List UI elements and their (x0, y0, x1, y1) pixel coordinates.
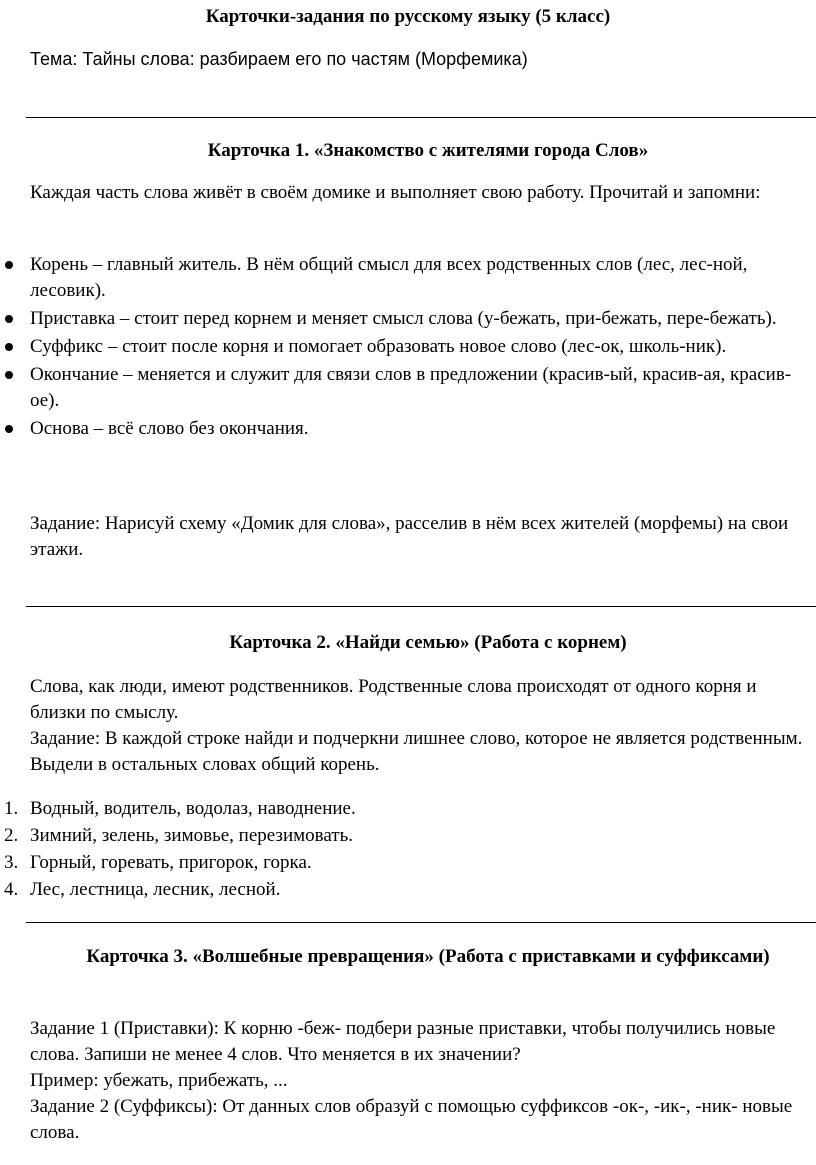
card3-title: Карточка 3. «Волшебные превращения» (Работа с приставками и суффиксами) (86, 946, 770, 967)
list-item: Приставка – стоит перед корнем и меняет смысл слова (у-бежать, при-бежать, пере-бежать). (0, 306, 816, 332)
list-item: 3. Горный, горевать, пригорок, горка. (4, 852, 312, 873)
list-item: 1. Водный, водитель, водолаз, наводнение. (4, 798, 356, 819)
card3-task1: Задание 1 (Приставки): К корню -беж- подбери разные приставки, чтобы получились новые слова. Запиши не менее 4 слов. Что меняется в их значении? (30, 1018, 776, 1065)
list-item: 4. Лес, лестница, лесник, лесной. (4, 879, 281, 900)
divider (26, 922, 816, 923)
bullet-icon (5, 315, 13, 323)
bullet-icon (5, 425, 13, 433)
word-rows-list (0, 796, 816, 904)
bullet-icon (5, 261, 13, 269)
bullet-icon (5, 343, 13, 351)
list-item: Суффикс – стоит после корня и помогает образовать новое слово (лес-ок, школь-ник). (0, 334, 816, 360)
card1-task: Задание: Нарисуй схему «Домик для слова», расселив в нём всех жителей (морфемы) на свои этажи. (30, 513, 789, 560)
card1-title: Карточка 1. «Знакомство с жителями города Слов» (207, 140, 649, 161)
list-item: Корень – главный житель. В нём общий смысл для всех родственных слов (лес, лес-ной, лесовик). (0, 252, 816, 304)
bullet-icon (5, 371, 13, 379)
list-item: Основа – всё слово без окончания. (0, 416, 816, 442)
list-item: Окончание – меняется и служит для связи слов в предложении (красив-ый, красив-ая, красив-ое). (0, 362, 816, 414)
document-title: Карточки-задания по русскому языку (5 класс) (205, 6, 611, 27)
card3-example: Пример: убежать, прибежать, ... (30, 1070, 288, 1091)
card2-intro: Слова, как люди, имеют родственников. Родственные слова происходят от одного корня и близки по смыслу. (30, 676, 757, 723)
topic-line: Тема: Тайны слова: разбираем его по частям (Морфемика) (30, 49, 528, 69)
card2-task: Задание: В каждой строке найди и подчеркни лишнее слово, которое не является родственным. Выдели в остальных словах общий корень. (30, 728, 803, 775)
card2-title: Карточка 2. «Найди семью» (Работа с корнем) (229, 632, 627, 653)
divider (26, 117, 816, 118)
card1-intro: Каждая часть слова живёт в своём домике и выполняет свою работу. Прочитай и запомни: (30, 182, 761, 203)
card3-task2: Задание 2 (Суффиксы): От данных слов образуй с помощью суффиксов -ок-, -ик-, -ник- новые слова. (30, 1096, 793, 1143)
morpheme-list (0, 252, 816, 444)
list-item: 2. Зимний, зелень, зимовье, перезимовать. (4, 825, 354, 846)
divider (26, 606, 816, 607)
